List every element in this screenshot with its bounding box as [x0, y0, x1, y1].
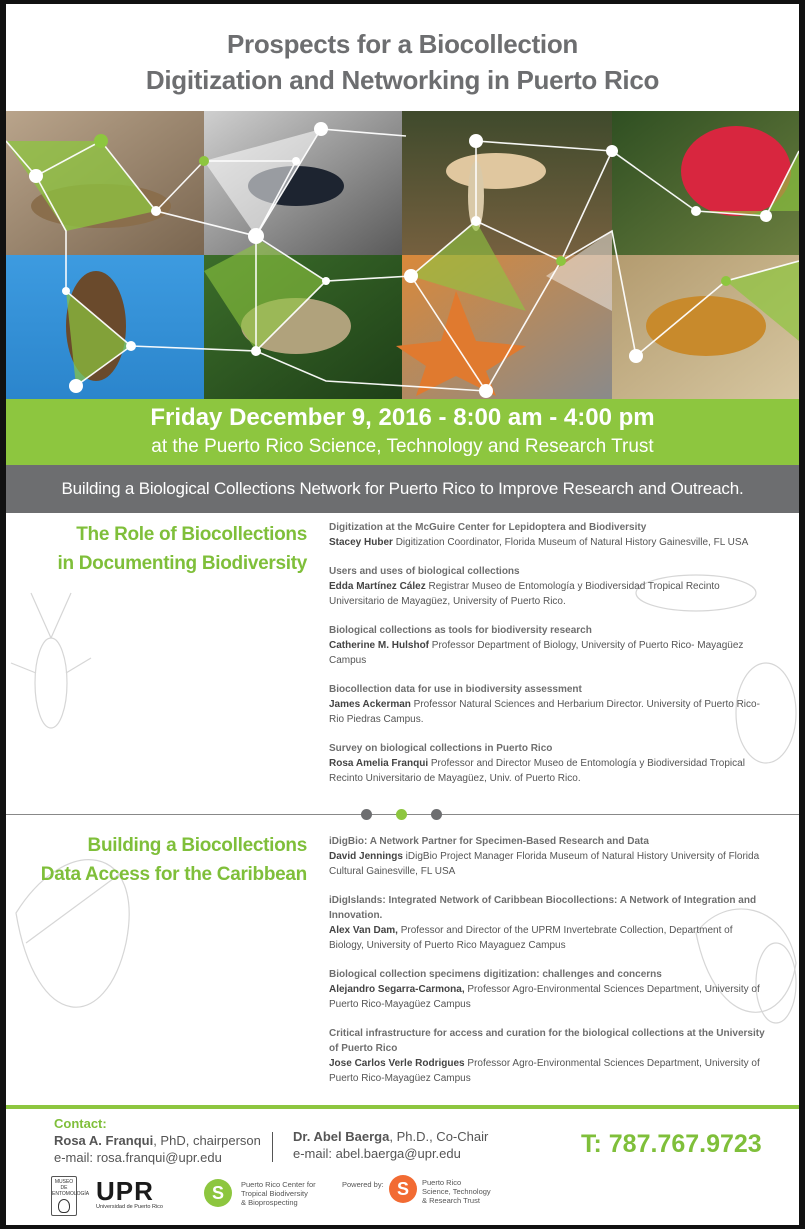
contact-1-email[interactable]: e-mail: rosa.franqui@upr.edu: [54, 1150, 222, 1165]
talk-item: [329, 834, 769, 879]
section-1-title-line2: in Documenting Biodiversity: [57, 553, 307, 574]
talk-item: [329, 520, 769, 550]
talk-details: Registrar Museo de Entomología y Biodiversidad Tropical Recinto Universitario de Mayagüez, University of Puerto Rico.: [329, 581, 720, 607]
talk-speaker: Alex Van Dam,: [329, 925, 398, 936]
talk-title: Critical infrastructure for access and curation for the biological collections at the University of Puerto Rico: [329, 1028, 765, 1054]
upr-logo-text: UPR: [96, 1176, 154, 1206]
trust-line-1: Puerto Rico: [422, 1178, 462, 1187]
talk-details: Professor and Director of the UPRM Invertebrate Collection, Department of Biology, University of Puerto Rico Mayaguez Campus: [329, 925, 733, 951]
talk-details: Professor Agro-Environmental Sciences Department, University of Puerto Rico-Mayagüez Campus: [329, 1058, 760, 1084]
contact-primary: [54, 1115, 261, 1166]
talk-speaker: Rosa Amelia Franqui: [329, 758, 429, 769]
section-1-title-line1: The Role of Biocollections: [76, 524, 307, 545]
talk-details: Professor Department of Biology, University of Puerto Rico- Mayagüez Campus: [329, 640, 744, 666]
talk-speaker: Stacey Huber: [329, 537, 393, 548]
talk-item: [329, 623, 769, 668]
title-line-1: Prospects for a Biocollection: [226, 29, 579, 59]
collage-graphic: [6, 111, 799, 399]
talk-item: [329, 967, 769, 1012]
section-title-2: [41, 831, 307, 889]
center-line-2: Tropical Biodiversity: [241, 1189, 308, 1198]
talk-title: Biocollection data for use in biodiversity assessment: [329, 684, 582, 695]
theme-band: Building a Biological Collections Network for Puerto Rico to Improve Research and Outreach.: [6, 465, 799, 513]
contact-2-role: , Ph.D., Co-Chair: [389, 1129, 489, 1144]
trust-logo-text: [422, 1178, 491, 1205]
date-band: [6, 399, 799, 465]
contact-1-name: Rosa A. Franqui: [54, 1133, 154, 1148]
section-2-title-line1: Building a Biocollections: [87, 835, 307, 856]
upr-logo: [96, 1178, 163, 1210]
talk-title: Digitization at the McGuire Center for Lepidoptera and Biodiversity: [329, 522, 647, 533]
contact-2-name: Dr. Abel Baerga: [293, 1129, 390, 1144]
title-line-2: Digitization and Networking in Puerto Rico: [145, 65, 660, 95]
trust-line-3: & Research Trust: [422, 1196, 480, 1205]
talk-speaker: Catherine M. Hulshof: [329, 640, 430, 651]
divider-dot: [361, 809, 372, 820]
section-title-1: [58, 520, 308, 578]
divider-dot: [431, 809, 442, 820]
talk-title: Biological collections as tools for biodiversity research: [329, 625, 592, 636]
photo-collage: [6, 111, 799, 399]
powered-by: Powered by:: [342, 1180, 384, 1189]
center-logo-icon: S: [204, 1179, 232, 1207]
talk-details: Digitization Coordinator, Florida Museum of Natural History Gainesville, FL USA: [392, 537, 749, 548]
trust-logo-icon: S: [389, 1175, 417, 1203]
talk-item: [329, 1026, 769, 1086]
trust-line-2: Science, Technology: [422, 1187, 491, 1196]
beetle-icon: [58, 1199, 70, 1213]
section-2-title-line2: Data Access for the Caribbean: [40, 864, 307, 885]
talk-title: iDigIslands: Integrated Network of Caribbean Biocollections: A Network of Integration and Innovation.: [329, 895, 757, 921]
event-date: Friday December 9, 2016 - 8:00 am - 4:00 pm: [150, 404, 655, 431]
talk-item: [329, 564, 769, 609]
contact-2-email[interactable]: e-mail: abel.baerga@upr.edu: [293, 1146, 461, 1161]
talk-title: Biological collection specimens digitization: challenges and concerns: [329, 969, 662, 980]
museo-logo-text: MUSEO DE ENTOMOLOGÍA: [52, 1179, 90, 1197]
contact-label: Contact:: [54, 1116, 107, 1131]
talk-item: [329, 893, 769, 953]
talk-speaker: James Ackerman: [329, 699, 411, 710]
section-2-talks: [329, 834, 769, 1100]
talk-speaker: Alejandro Segarra-Carmona,: [329, 984, 465, 995]
footer-rule: [6, 1105, 799, 1109]
talk-details: Professor and Director Museo de Entomología y Biodiversidad Tropical Recinto Universitario de Mayagüez, Univ. of Puerto Rico.: [329, 758, 745, 784]
talk-title: Survey on biological collections in Puerto Rico: [329, 743, 553, 754]
talk-title: Users and uses of biological collections: [329, 566, 520, 577]
talk-item: [329, 741, 769, 786]
divider-dot: [396, 809, 407, 820]
talk-details: iDigBio Project Manager Florida Museum of Natural History University of Florida Cultural Gainesville, FL USA: [329, 851, 760, 877]
talk-item: [329, 682, 769, 727]
poster: [6, 4, 799, 1225]
contact-1-role: , PhD, chairperson: [153, 1133, 261, 1148]
talk-details: Professor Natural Sciences and Herbarium Director. University of Puerto Rico-Rio Piedras Campus.: [329, 699, 760, 725]
talk-details: Professor Agro-Environmental Sciences Department, University of Puerto Rico-Mayagüez Campus: [329, 984, 760, 1010]
contact-separator: [272, 1132, 273, 1162]
talk-speaker: David Jennings: [329, 851, 403, 862]
museo-logo: [51, 1176, 90, 1216]
center-line-1: Puerto Rico Center for: [241, 1180, 316, 1189]
talk-title: iDigBio: A Network Partner for Specimen-Based Research and Data: [329, 836, 649, 847]
center-line-3: & Bioprospecting: [241, 1198, 298, 1207]
upr-logo-subtitle: Universidad de Puerto Rico: [96, 1204, 163, 1210]
center-logo-text: [241, 1180, 316, 1207]
event-venue: at the Puerto Rico Science, Technology and Research Trust: [151, 436, 654, 457]
page-title: [6, 26, 799, 98]
contact-secondary: [293, 1128, 488, 1162]
talk-speaker: Jose Carlos Verle Rodrigues: [329, 1058, 465, 1069]
logo-row: [6, 1172, 799, 1222]
section-1-talks: [329, 520, 769, 800]
talk-speaker: Edda Martínez Cález: [329, 581, 426, 592]
phone-number: T: 787.767.9723: [581, 1130, 762, 1158]
